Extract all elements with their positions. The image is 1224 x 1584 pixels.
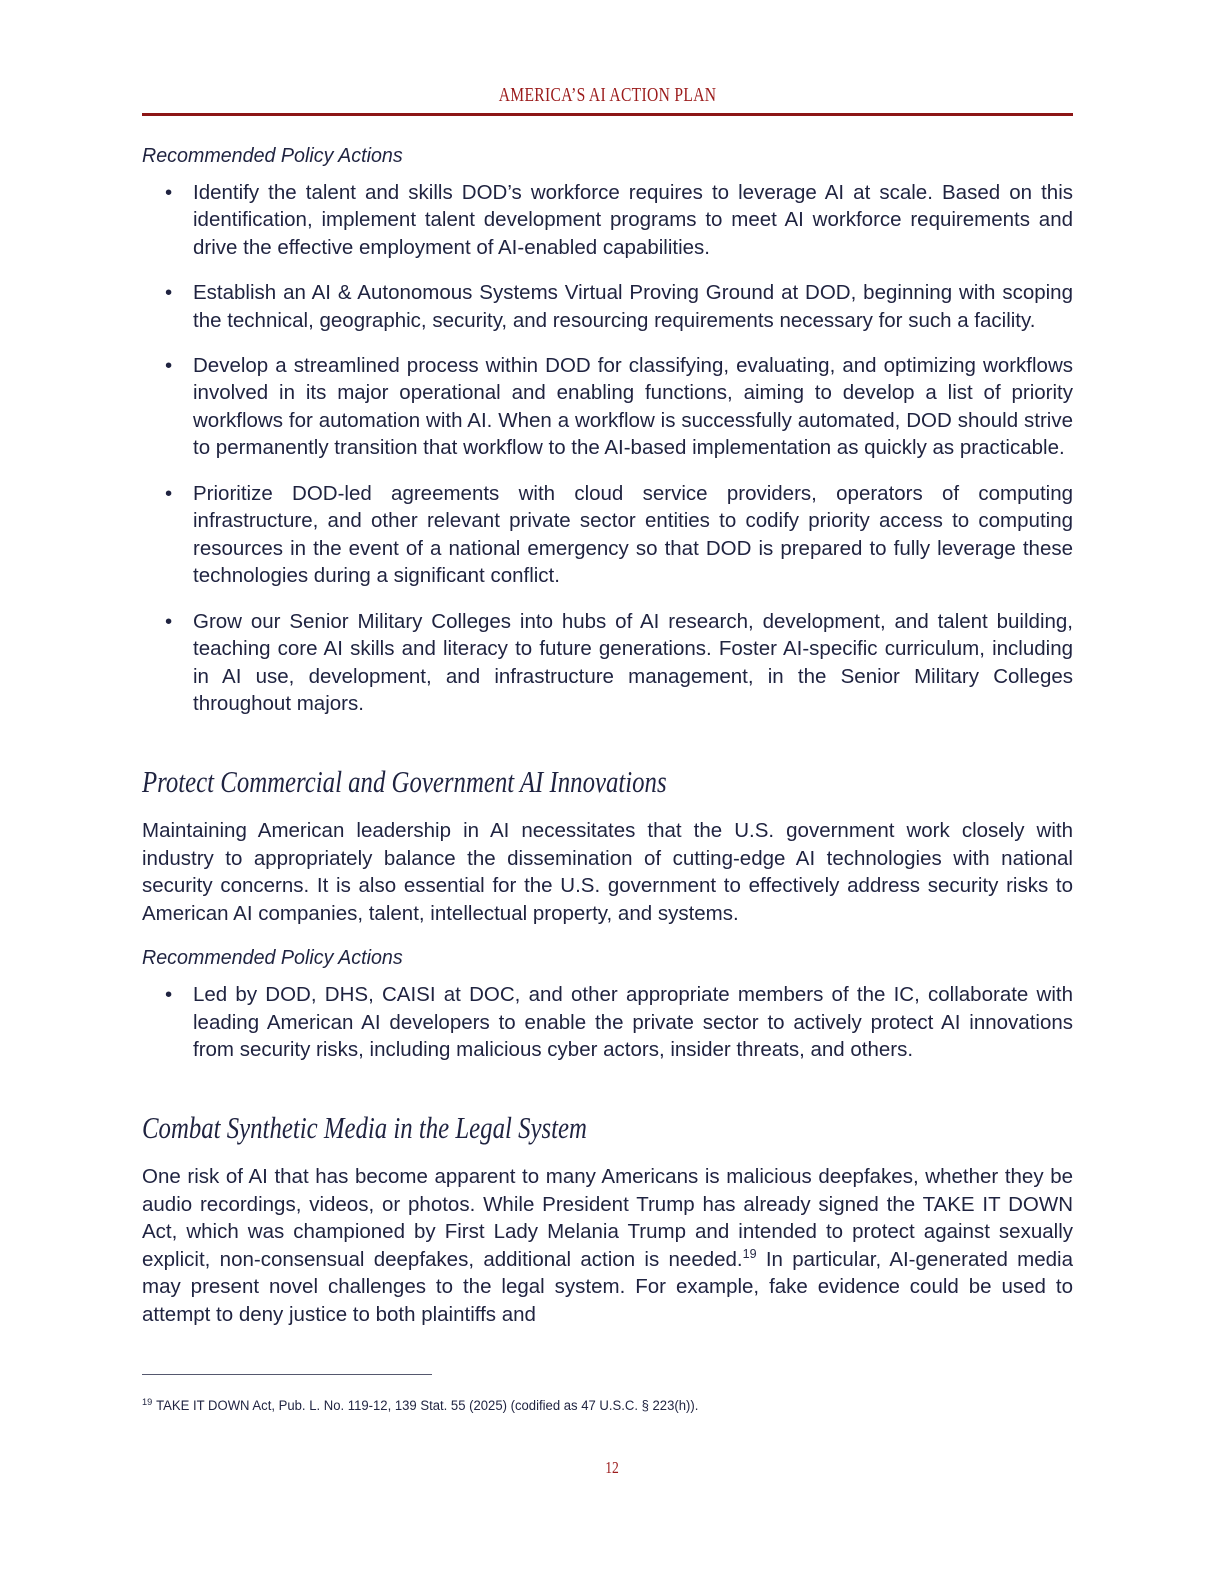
bullet-icon: • — [165, 354, 173, 378]
list-item-text: Establish an AI & Autonomous Systems Virtual Proving Ground at DOD, beginning with scoping the technical, geographic, security, and resourcing requirements necessary for such a facility. — [193, 281, 1073, 332]
footnote-reference-19[interactable]: 19 — [742, 1246, 757, 1261]
spacer — [142, 1064, 1073, 1110]
list-item — [142, 480, 1073, 590]
policy-actions-list-1 — [142, 179, 1073, 718]
section-heading-combat-synthetic-media: Combat Synthetic Media in the Legal System — [142, 1109, 587, 1145]
footnote-marker: 19 — [142, 1396, 153, 1408]
list-item-text: Prioritize DOD-led agreements with cloud service providers, operators of computing infrastructure, and other relevant private sector entities to codify priority access to computing resources in the event of a national emergency so that DOD is prepared to fully leverage these technologies during a significant conflict. — [193, 481, 1073, 588]
bullet-icon: • — [165, 481, 173, 505]
bullet-icon: • — [165, 180, 173, 204]
list-item — [142, 179, 1073, 261]
page-number: 12 — [605, 1458, 619, 1477]
footnote-text: TAKE IT DOWN Act, Pub. L. No. 119-12, 139 Stat. 55 (2025) (codified as 47 U.S.C. § 223(h)). — [156, 1398, 699, 1413]
running-header — [142, 0, 1073, 106]
page-content-column — [142, 0, 1073, 1329]
page-body — [142, 116, 1073, 1329]
spacer — [142, 1146, 1073, 1163]
list-item-text: Grow our Senior Military Colleges into hubs of AI research, development, and talent building, teaching core AI skills and literacy to future generations. Foster AI-specific curriculum, including in AI use, development, and infrastructure management, in the Senior Military Colleges throughout majors. — [193, 609, 1073, 716]
section-paragraph-protect-commercial: Maintaining American leadership in AI necessitates that the U.S. government work closely with industry to appropriately balance the dissemination of cutting-edge AI technologies with national security concerns. It is also essential for the U.S. government to effectively address security risks to American AI companies, talent, intellectual property, and systems. — [142, 819, 1073, 925]
spacer — [142, 800, 1073, 817]
policy-actions-list-2 — [142, 981, 1073, 1063]
running-header-title: AMERICA’S AI ACTION PLAN — [498, 84, 717, 106]
bullet-icon: • — [165, 983, 173, 1007]
footnote-entry — [142, 1397, 1045, 1416]
policy-actions-label-1: Recommended Policy Actions — [142, 144, 403, 167]
bullet-icon: • — [165, 281, 173, 305]
list-item-text: Identify the talent and skills DOD’s workforce requires to leverage AI at scale. Based on this identification, implement talent development programs to meet AI workforce requirements and drive the effective employment of AI-enabled capabilities. — [193, 180, 1073, 259]
spacer — [142, 927, 1073, 944]
footnote-separator-rule — [142, 1374, 432, 1375]
list-item — [142, 279, 1073, 334]
list-item — [142, 608, 1073, 718]
paragraph-text-before-footnote: One risk of AI that has become apparent to many Americans is malicious deepfakes, whether they be audio recordings, videos, or photos. While President Trump has already signed the TAKE IT DOWN Act, which was championed by First Lady Melania Trump and intended to protect against sexually explicit, non-consensual deepfakes, additional action is needed. — [142, 1165, 1073, 1271]
spacer — [142, 718, 1073, 764]
bullet-icon: • — [165, 609, 173, 633]
policy-actions-label-2: Recommended Policy Actions — [142, 946, 403, 970]
footnote-area — [142, 1374, 1073, 1416]
list-item-text: Develop a streamlined process within DOD for classifying, evaluating, and optimizing workflows involved in its major operational and enabling functions, aiming to develop a list of priority workflows for automation with AI. When a workflow is successfully automated, DOD should strive to permanently transition that workflow to the AI-based implementation as quickly as practicable. — [193, 354, 1073, 460]
list-item — [142, 352, 1073, 462]
list-item — [142, 981, 1073, 1063]
section-paragraph-combat-synthetic-media — [142, 1163, 1073, 1328]
list-item-text: Led by DOD, DHS, CAISI at DOC, and other appropriate members of the IC, collaborate with leading American AI developers to enable the private sector to actively protect AI innovations from security risks, including malicious cyber actors, insider threats, and others. — [193, 983, 1073, 1062]
section-heading-protect-commercial: Protect Commercial and Government AI Innovations — [142, 763, 667, 799]
paragraph-text-after-footnote: In particular, AI-generated media may present novel challenges to the legal system. For example, fake evidence could be used to attempt to deny justice to both plaintiffs and — [142, 1247, 1073, 1326]
